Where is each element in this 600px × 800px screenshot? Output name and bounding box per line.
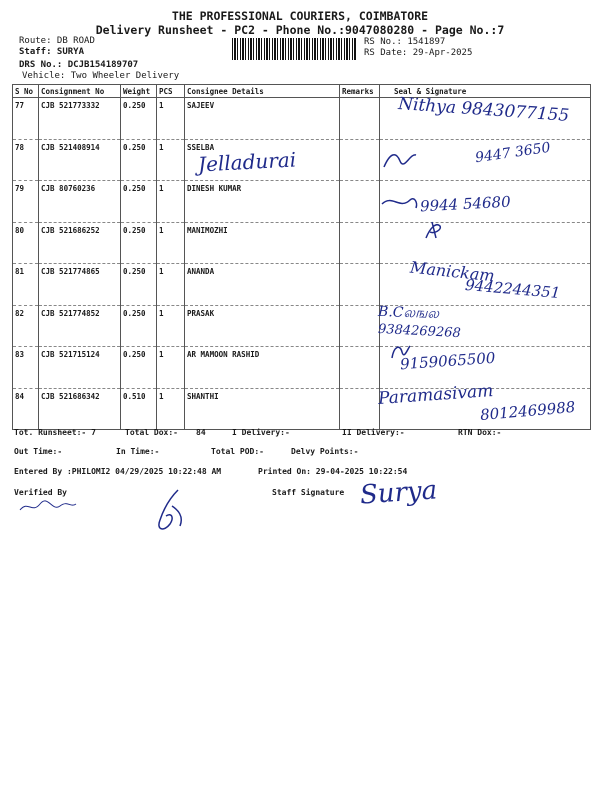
cell-consignment: CJB 521715124 (39, 347, 121, 389)
out-time: Out Time:- (14, 447, 63, 456)
rs-date: RS Date: 29-Apr-2025 (364, 48, 473, 58)
cell-remarks (340, 264, 380, 306)
signature-row-78-name: Jelladurai (197, 147, 297, 177)
row78-scribble-icon (380, 145, 420, 175)
cell-consignment: CJB 521408914 (39, 139, 121, 181)
runsheet-subtitle: Delivery Runsheet - PC2 - Phone No.:9047080280 - Page No.:7 (95, 23, 505, 37)
cell-pcs: 1 (157, 222, 185, 264)
signature-row-77: Nithya 9843077155 (397, 94, 570, 126)
signature-row-82-line1: B.Cலஙல (377, 303, 440, 323)
col-pcs: PCS (157, 85, 185, 98)
rs-number: RS No.: 1541897 (364, 37, 446, 47)
cell-remarks (340, 305, 380, 347)
cell-consignee: SAJEEV (185, 98, 340, 140)
cell-weight: 0.250 (121, 222, 157, 264)
cell-pcs: 1 (157, 264, 185, 306)
col-consignment: Consignment No (39, 85, 121, 98)
printed-on: Printed On: 29-04-2025 10:22:54 (258, 467, 408, 476)
cell-weight: 0.250 (121, 98, 157, 140)
signature-row-81-phone: 9442244351 (464, 275, 562, 303)
cell-consignment: CJB 521686342 (39, 388, 121, 430)
cell-pcs: 1 (157, 181, 185, 223)
drs-number: DRS No.: DCJB154189707 (19, 60, 139, 70)
cell-weight: 0.250 (121, 181, 157, 223)
table-row (13, 222, 591, 264)
cell-consignee: SSELBA (185, 139, 340, 181)
cell-pcs: 1 (157, 388, 185, 430)
cell-sno: 79 (13, 181, 39, 223)
runsheet-table (12, 84, 591, 430)
cell-sno: 77 (13, 98, 39, 140)
table-row (13, 347, 591, 389)
cell-consignee: DINESH KUMAR (185, 181, 340, 223)
cell-remarks (340, 139, 380, 181)
col-remarks: Remarks (340, 85, 380, 98)
entered-by: Entered By :PHILOMI2 04/29/2025 10:22:48 AM (14, 467, 222, 476)
cell-consignment: CJB 521774852 (39, 305, 121, 347)
col-signature: Seal & Signature (380, 85, 591, 98)
barcode-icon (232, 38, 357, 60)
row83-scribble-icon (388, 340, 412, 362)
total-pod: Total POD:- (211, 447, 264, 456)
cell-consignment: CJB 521774865 (39, 264, 121, 306)
company-name: THE PROFESSIONAL COURIERS, COIMBATORE (171, 9, 429, 23)
staff-label: Staff: SURYA (19, 47, 85, 57)
ii-delivery: II Delivery:- (342, 428, 405, 437)
signature-row-84-phone: 8012469988 (479, 397, 577, 425)
cell-sno: 78 (13, 139, 39, 181)
cell-weight: 0.510 (121, 388, 157, 430)
cell-remarks (340, 98, 380, 140)
cell-sno: 83 (13, 347, 39, 389)
cell-remarks (340, 347, 380, 389)
verified-scribble-icon (18, 496, 78, 516)
cell-pcs: 1 (157, 305, 185, 347)
col-sno: S No (13, 85, 39, 98)
cell-remarks (340, 181, 380, 223)
col-weight: Weight (121, 85, 157, 98)
signature-row-82-line2: 9384269268 (377, 321, 462, 342)
verified-by-label: Verified By (14, 488, 67, 497)
col-consignee: Consignee Details (185, 85, 340, 98)
row79-scribble-icon (380, 190, 420, 220)
cell-consignment: CJB 521773332 (39, 98, 121, 140)
cell-sno: 80 (13, 222, 39, 264)
cell-pcs: 1 (157, 139, 185, 181)
cell-consignee: AR MAMOON RASHID (185, 347, 340, 389)
vehicle-label: Vehicle: Two Wheeler Delivery (22, 71, 180, 81)
signature-row-84-name: Paramasivam (377, 381, 494, 409)
in-time: In Time:- (116, 447, 160, 456)
staff-signature-label: Staff Signature (272, 488, 345, 497)
cell-weight: 0.250 (121, 264, 157, 306)
cell-pcs: 1 (157, 347, 185, 389)
staff-signature: Surya (359, 475, 439, 511)
delvy-points: Delvy Points:- (291, 447, 359, 456)
signature-row-81-name: Manickam (409, 257, 496, 286)
total-dox-value: 84 (196, 428, 206, 437)
cell-consignee: PRASAK (185, 305, 340, 347)
cell-pcs: 1 (157, 98, 185, 140)
rtn-dox: RTN Dox:- (458, 428, 502, 437)
cell-remarks (340, 388, 380, 430)
cell-consignee: ANANDA (185, 264, 340, 306)
table-row (13, 305, 591, 347)
cell-consignee: MANIMOZHI (185, 222, 340, 264)
table-header (13, 85, 591, 98)
total-dox-label: Total Dox:- (125, 428, 178, 437)
cell-sno: 84 (13, 388, 39, 430)
route-label: Route: DB ROAD (19, 36, 95, 46)
cell-remarks (340, 222, 380, 264)
i-delivery: I Delivery:- (232, 428, 290, 437)
cell-consignment: CJB 521686252 (39, 222, 121, 264)
cell-weight: 0.250 (121, 347, 157, 389)
signature-row-79: 9944 54680 (419, 192, 512, 216)
cell-sno: 81 (13, 264, 39, 306)
verifier-signature-icon (150, 486, 190, 538)
signature-row-78-phone: 9447 3650 (474, 139, 552, 167)
cell-weight: 0.250 (121, 305, 157, 347)
signature-row-83: 9159065500 (399, 348, 496, 374)
tot-runsheet: Tot. Runsheet:- 7 (14, 428, 96, 437)
cell-weight: 0.250 (121, 139, 157, 181)
row80-scribble-icon (422, 218, 446, 242)
cell-consignment: CJB 80760236 (39, 181, 121, 223)
cell-consignee: SHANTHI (185, 388, 340, 430)
cell-sno: 82 (13, 305, 39, 347)
